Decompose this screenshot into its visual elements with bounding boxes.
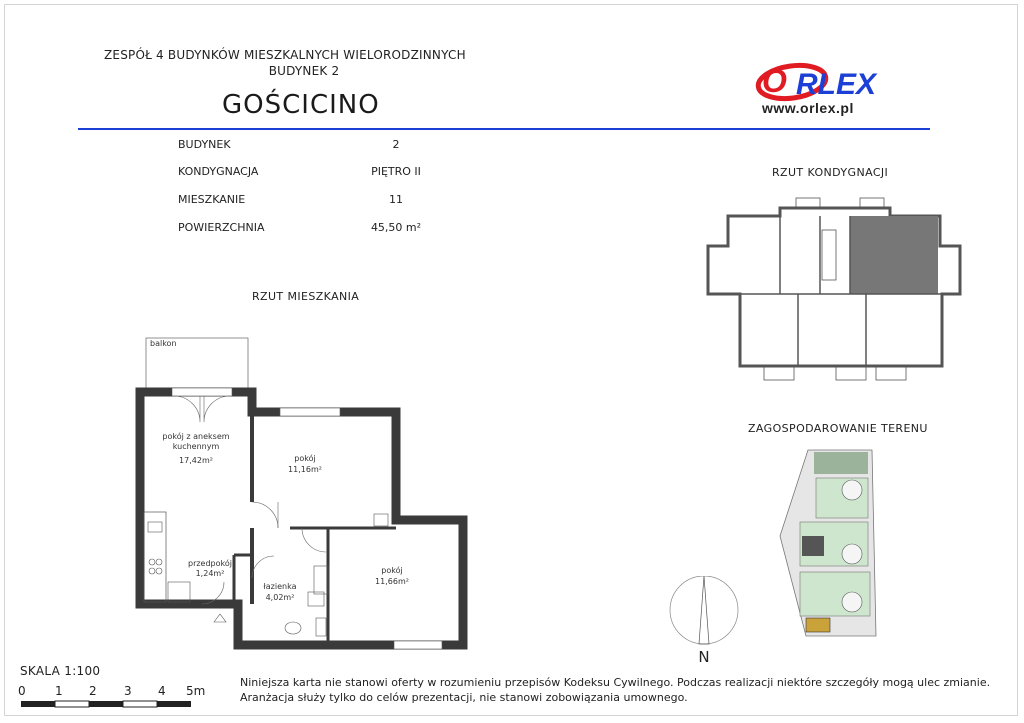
info-key: POWIERZCHNIA (178, 221, 265, 234)
floor-plan-thumbnail (700, 190, 970, 390)
info-value: 45,50 m² (370, 221, 422, 234)
outer-walls (140, 392, 463, 645)
svg-text:RLEX: RLEX (796, 68, 877, 101)
info-row-kondygnacja (178, 165, 438, 179)
scale-tick: 2 (89, 684, 97, 698)
stove-burner (156, 568, 162, 574)
highlighted-apartment (850, 216, 938, 294)
kitchen-sink (148, 522, 162, 532)
room-pokoj2-name: pokój (381, 566, 403, 575)
info-row-powierzchnia (178, 221, 438, 235)
room-lazienka-area: 4,02m² (265, 593, 295, 602)
room-lazienka-name: łazienka (263, 582, 297, 591)
section-zagospodarowanie: ZAGOSPODAROWANIE TERENU (748, 422, 928, 435)
scale-segment (21, 701, 55, 707)
playground (842, 592, 862, 612)
stove-burner (149, 568, 155, 574)
header-line-1: ZESPÓŁ 4 BUDYNKÓW MIESZKALNYCH WIELORODZINNYCH (104, 48, 466, 62)
info-row-mieszkanie (178, 193, 438, 207)
scale-segment (55, 701, 89, 707)
staircase (822, 230, 836, 280)
door-swing (204, 396, 230, 422)
city-title: GOŚCICINO (222, 90, 380, 120)
section-rzut-kondygnacji: RZUT KONDYGNACJI (772, 166, 889, 179)
fridge (168, 582, 190, 602)
header-divider (78, 128, 930, 130)
scale-tick: 4 (158, 684, 166, 698)
room-pokoj1-name: pokój (294, 454, 316, 463)
door-swing (252, 556, 274, 578)
scale-segment (89, 701, 123, 707)
room-kuchnia-name: pokój z aneksem (162, 432, 230, 441)
logo-url: www.orlex.pl (762, 100, 854, 116)
compass (652, 576, 762, 666)
playground (842, 544, 862, 564)
room-przedpokoj-area: 1,24m² (195, 569, 225, 578)
scale-tick: 3 (124, 684, 132, 698)
building-2 (802, 536, 824, 556)
scale-tick: 0 (18, 684, 26, 698)
washing-machine (316, 618, 326, 636)
balcony-label: balkon (150, 339, 177, 348)
north-label: N (698, 648, 710, 666)
radiator (374, 514, 388, 526)
info-key: BUDYNEK (178, 138, 231, 151)
balcony-door (172, 388, 232, 396)
stove-burner (149, 559, 155, 565)
info-value: 11 (389, 193, 403, 206)
info-value: PIĘTRO II (371, 165, 421, 178)
site-plan (776, 446, 888, 642)
section-rzut-mieszkania: RZUT MIESZKANIA (252, 290, 360, 303)
balcony (836, 366, 866, 380)
kitchen-counter (144, 512, 166, 602)
scale-tick: 1 (55, 684, 63, 698)
parking-row (814, 452, 868, 474)
door-swing (302, 528, 326, 552)
door-swing (252, 502, 278, 528)
balcony (764, 366, 794, 380)
room-kuchnia-area: 17,42m² (179, 456, 213, 465)
window-pokoj2 (394, 641, 442, 649)
entry-arrow-icon (214, 614, 226, 622)
door-swing (174, 396, 200, 422)
toilet (285, 622, 301, 634)
scale-segment (123, 701, 157, 707)
scale-tick: 5m (186, 684, 206, 698)
scale-segment (157, 701, 191, 707)
site-marker (806, 618, 830, 632)
compass-circle (670, 576, 738, 644)
building-3 (800, 572, 870, 616)
info-row-budynek (178, 138, 438, 152)
header-line-2: BUDYNEK 2 (268, 64, 340, 78)
scale-bar (20, 698, 210, 710)
info-key: KONDYGNACJA (178, 165, 259, 178)
scale-label: SKALA 1:100 (20, 664, 101, 678)
disclaimer-line-1: Niniejsza karta nie stanowi oferty w rozumieniu przepisów Kodeksu Cywilnego. Podczas realizacji niektóre szczegóły mogą ulec zmianie. (240, 676, 991, 689)
svg-text:O: O (762, 63, 787, 99)
info-key: MIESZKANIE (178, 193, 246, 206)
room-kuchnia-name-2: kuchennym (172, 442, 220, 451)
shower (314, 566, 328, 594)
balcony (876, 366, 906, 380)
stove-burner (156, 559, 162, 565)
orlex-logo (752, 62, 936, 102)
info-value: 2 (392, 138, 400, 151)
room-przedpokoj-name: przedpokój (187, 559, 233, 568)
window-pokoj1 (280, 408, 340, 416)
room-pokoj2-area: 11,66m² (375, 577, 409, 586)
apartment-plan (130, 330, 470, 655)
room-pokoj1-area: 11,16m² (288, 465, 322, 474)
disclaimer-line-2: Aranżacja służy tylko do celów prezentacji, nie stanowi zobowiązania umownego. (240, 691, 688, 704)
compass-needle-icon (699, 576, 709, 644)
playground (842, 480, 862, 500)
